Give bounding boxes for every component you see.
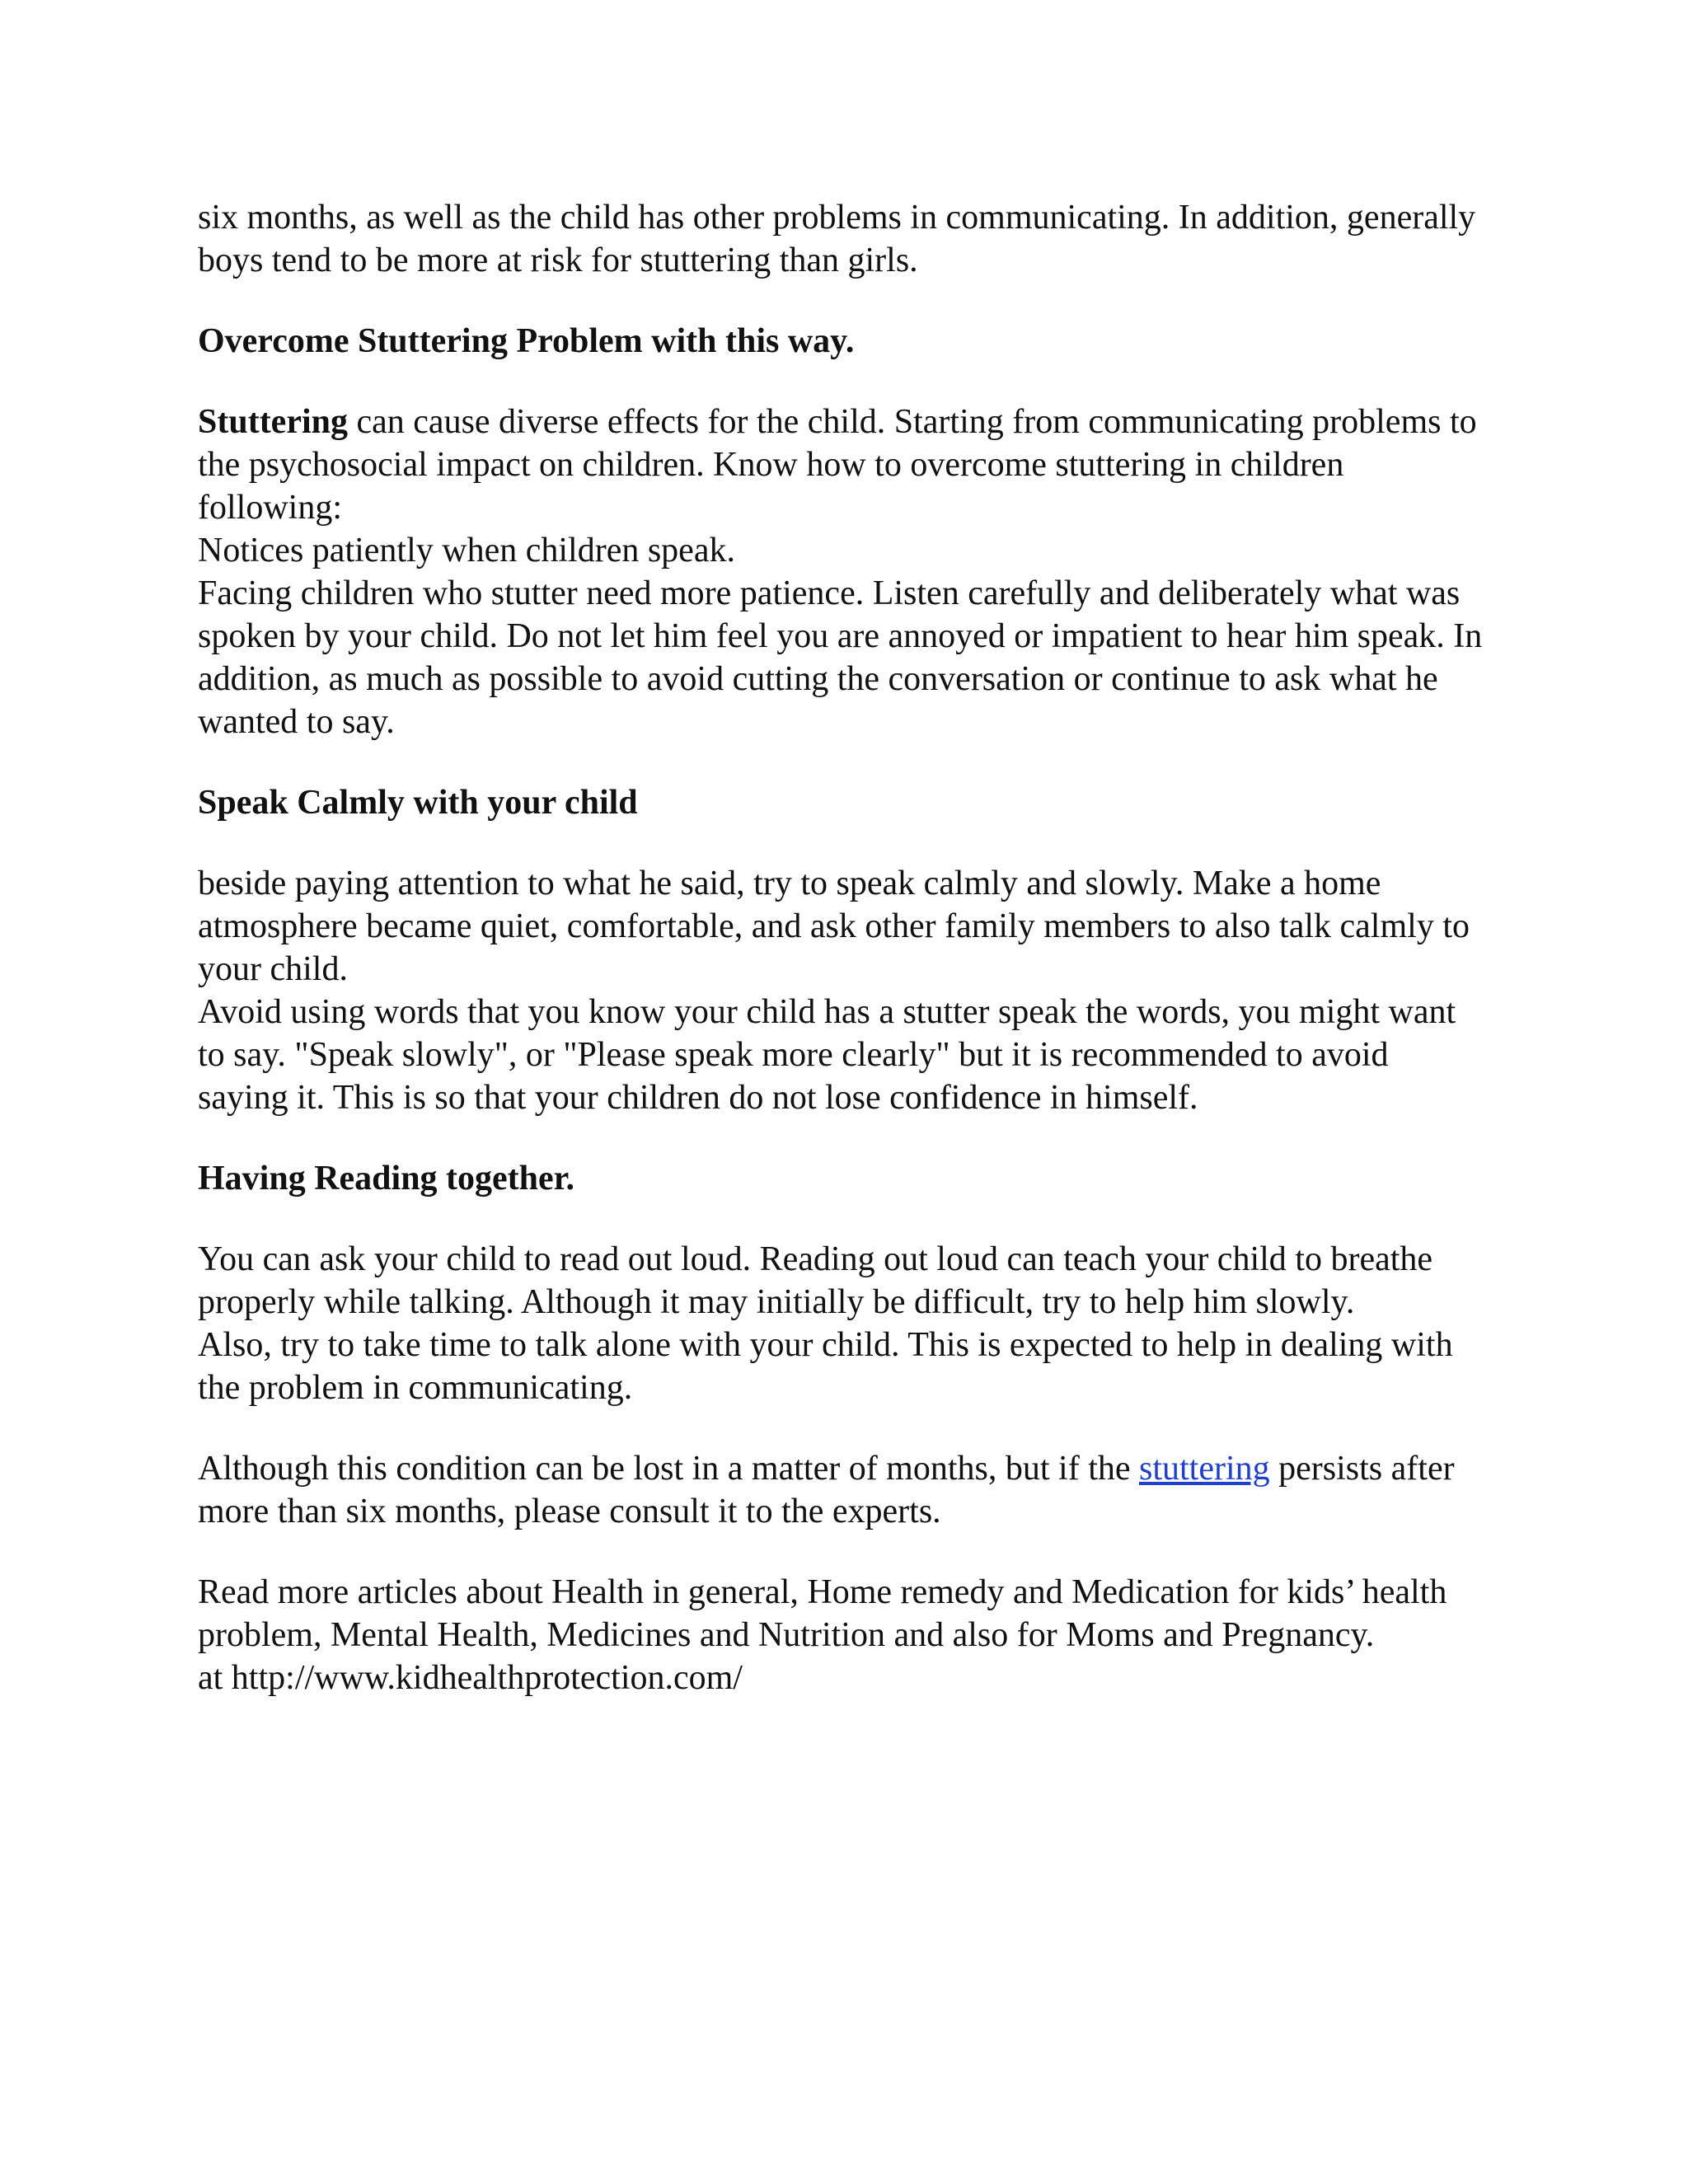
closing-text-before-link: Although this condition can be lost in a matter of months, but if the xyxy=(198,1450,1139,1488)
overcome-lead-text: can cause diverse effects for the child. Starting from communicating problems to the psychosocial impact on children. Know how to overcome stuttering in children following: xyxy=(198,403,1477,527)
document-body xyxy=(198,196,1484,1699)
reading-paragraph-1: You can ask your child to read out loud. Reading out loud can teach your child to breathe properly while talking. Although it may initially be difficult, try to help him slowly. xyxy=(198,1240,1433,1321)
stuttering-link[interactable]: stuttering xyxy=(1139,1450,1270,1488)
closing-paragraph xyxy=(198,1447,1484,1533)
footer-url-line: at http://www.kidhealthprotection.com/ xyxy=(198,1659,743,1697)
stuttering-bold-term: Stuttering xyxy=(198,403,348,441)
heading-speak-calmly: Speak Calmly with your child xyxy=(198,784,638,822)
overcome-lead-paragraph xyxy=(198,401,1484,529)
patience-paragraph: Facing children who stutter need more patience. Listen carefully and deliberately what was spoken by your child. Do not let him feel you are annoyed or impatient to hear him speak. In addition, as much as possible to avoid cutting the conversation or continue to ask what he wanted to say. xyxy=(198,574,1483,741)
heading-reading-together: Having Reading together. xyxy=(198,1160,574,1197)
intro-paragraph: six months, as well as the child has other problems in communicating. In addition, generally boys tend to be more at risk for stuttering than girls. xyxy=(198,199,1476,279)
closing-text-after-link: persists after more than six months, please consult it to the experts. xyxy=(198,1450,1455,1530)
heading-overcome-stuttering: Overcome Stuttering Problem with this way. xyxy=(198,322,855,360)
calm-paragraph-1: beside paying attention to what he said, try to speak calmly and slowly. Make a home atmosphere became quiet, comfortable, and ask other family members to also talk calmly to your child. xyxy=(198,865,1470,988)
calm-paragraph-2: Avoid using words that you know your child has a stutter speak the words, you might want to say. "Speak slowly", or "Please speak more clearly" but it is recommended to avoid saying it. This is so that your children do not lose confidence in himself. xyxy=(198,993,1456,1117)
reading-paragraph-2: Also, try to take time to talk alone with your child. This is expected to help in dealing with the problem in communicating. xyxy=(198,1326,1453,1407)
footer-read-more: Read more articles about Health in general, Home remedy and Medication for kids’ health problem, Mental Health, Medicines and Nutrition and also for Moms and Pregnancy. xyxy=(198,1573,1447,1654)
subpoint-notice-patiently: Notices patiently when children speak. xyxy=(198,532,735,569)
